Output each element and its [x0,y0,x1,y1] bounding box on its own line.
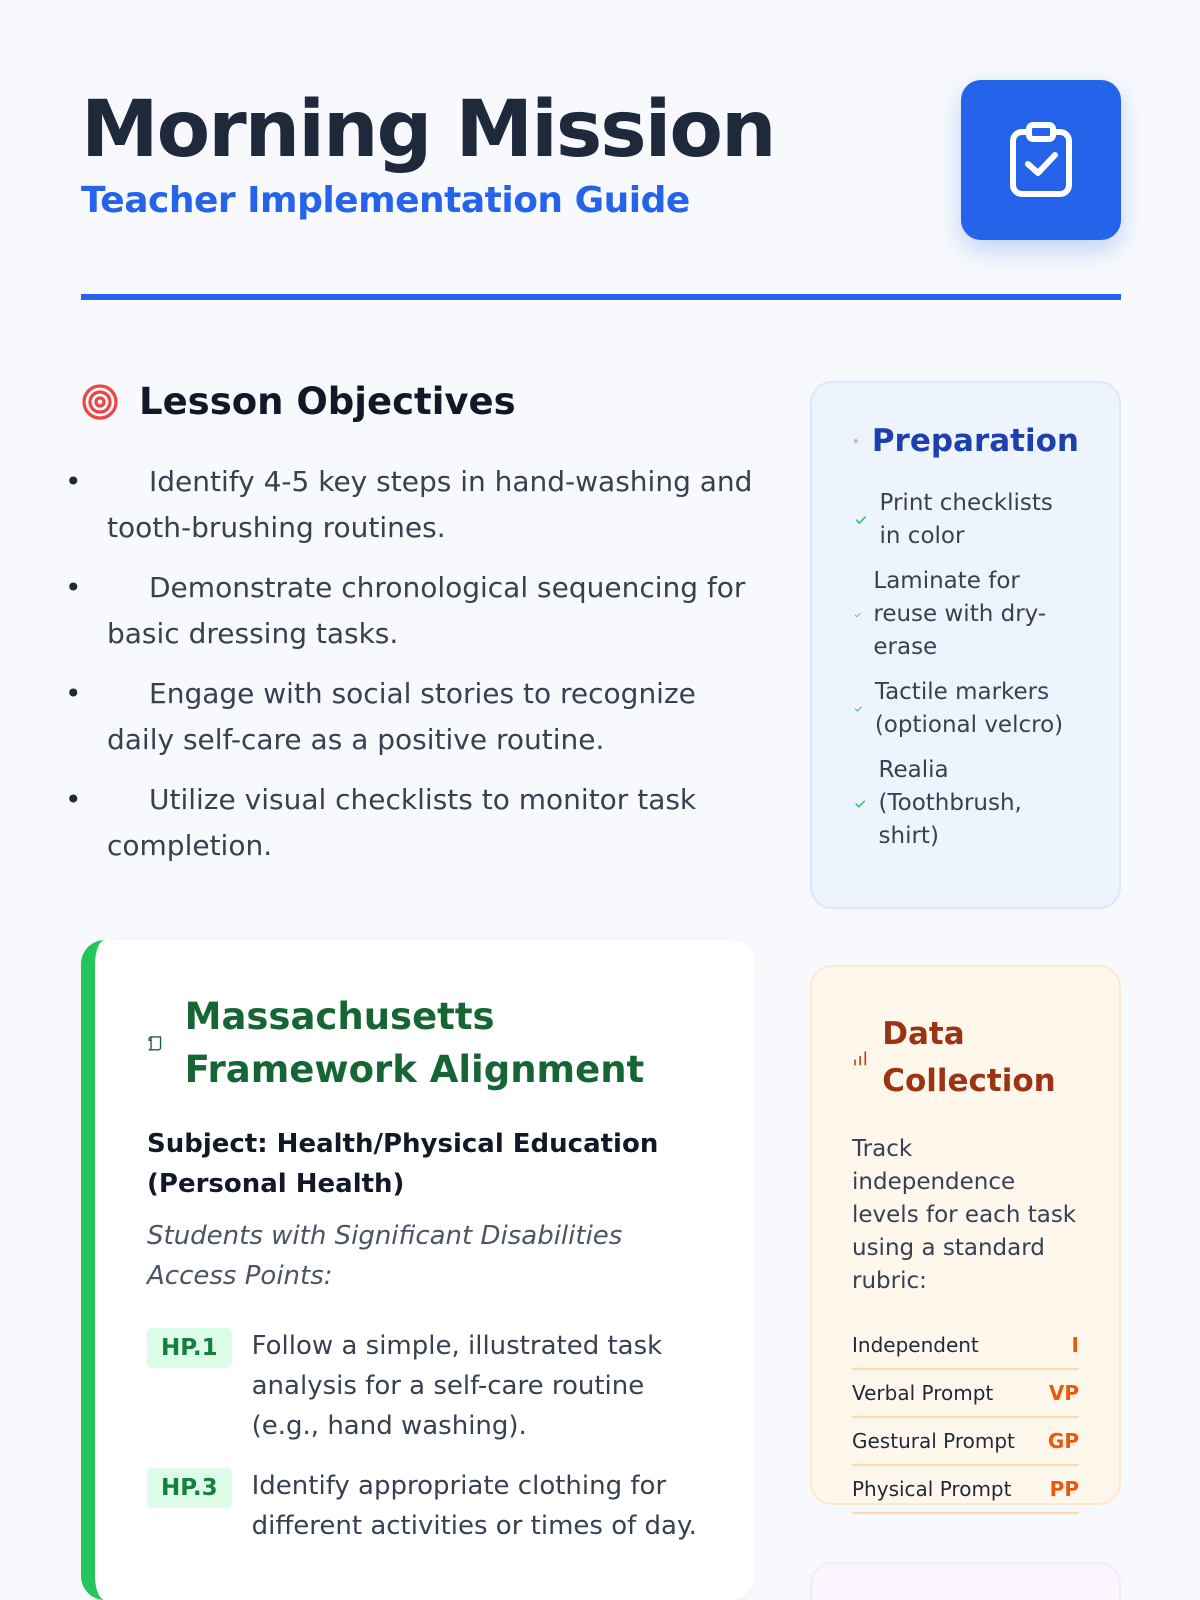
page-subtitle: Teacher Implementation Guide [81,180,690,221]
framework-subject: Subject: Health/Physical Education (Personal Health) [147,1129,659,1199]
check-icon [854,511,868,529]
clipboard-check-icon [1009,122,1073,198]
rubric-row [852,1370,1079,1418]
standard-row [147,1326,715,1446]
data-collection-heading [852,1011,1079,1105]
check-icon [854,701,863,717]
rubric-label: Physical Prompt [852,1477,1012,1501]
preparation-item-label: Realia (Toothbrush, shirt) [878,757,1022,849]
rubric-row [852,1322,1079,1370]
next-card-partial [810,1562,1121,1600]
standard-code-badge: HP.3 [147,1468,232,1508]
standard-row [147,1466,715,1546]
header-divider [81,294,1121,300]
rubric-row [852,1466,1079,1514]
rubric-code: PP [1049,1477,1079,1501]
rubric-row [852,1418,1079,1466]
data-collection-card [810,965,1121,1505]
data-collection-description: Track independence levels for each task using a standard rubric: [852,1136,1077,1294]
list-item: • Demonstrate chronological sequencing for basic dressing tasks. [107,565,761,657]
standard-text: Follow a simple, illustrated task analysis for a self-care routine (e.g., hand washing). [251,1331,663,1441]
framework-title: Massachusetts Framework Alignment [184,995,645,1091]
standard-text: Identify appropriate clothing for different activities or times of day. [251,1471,697,1541]
rubric-code: I [1071,1333,1079,1357]
list-item [854,754,1079,853]
scroll-icon [147,1030,165,1056]
list-item: • Engage with social stories to recognize daily self-care as a positive routine. [107,671,761,763]
preparation-list [854,487,1079,853]
rubric-label: Verbal Prompt [852,1381,994,1405]
rubric-code: GP [1047,1429,1079,1453]
rubric-label: Gestural Prompt [852,1429,1015,1453]
objectives-heading [81,380,761,423]
standard-code-badge: HP.1 [147,1328,232,1368]
lesson-objectives-section [81,380,761,883]
list-item [854,565,1079,664]
target-icon [81,383,119,421]
data-collection-title: Data Collection [882,1016,1056,1099]
page-title: Morning Mission [81,85,775,175]
rubric-label: Independent [852,1333,979,1357]
list-item: • Utilize visual checklists to monitor task completion. [107,777,761,869]
logo-badge [961,80,1121,240]
framework-heading [147,990,715,1096]
rubric-code: VP [1048,1381,1079,1405]
check-icon [854,795,867,813]
list-item [854,676,1079,742]
framework-note: Students with Significant Disabilities Access Points: [147,1221,623,1291]
preparation-heading [854,423,1079,459]
check-icon [854,608,861,622]
preparation-title: Preparation [871,423,1079,459]
objectives-title: Lesson Objectives [139,380,516,423]
cube-icon [854,429,858,453]
preparation-item-label: Tactile markers (optional velcro) [874,679,1064,738]
preparation-card [810,381,1121,909]
bar-chart-icon [852,1047,868,1069]
preparation-item-label: Print checklists in color [879,490,1053,549]
preparation-item-label: Laminate for reuse with dry-erase [873,568,1047,660]
page-header [81,80,1121,300]
rubric-list [852,1322,1079,1514]
list-item: • Identify 4-5 key steps in hand-washing and tooth-brushing routines. [107,459,761,551]
objectives-list [81,459,761,869]
list-item [854,487,1079,553]
framework-alignment-card [81,940,755,1600]
